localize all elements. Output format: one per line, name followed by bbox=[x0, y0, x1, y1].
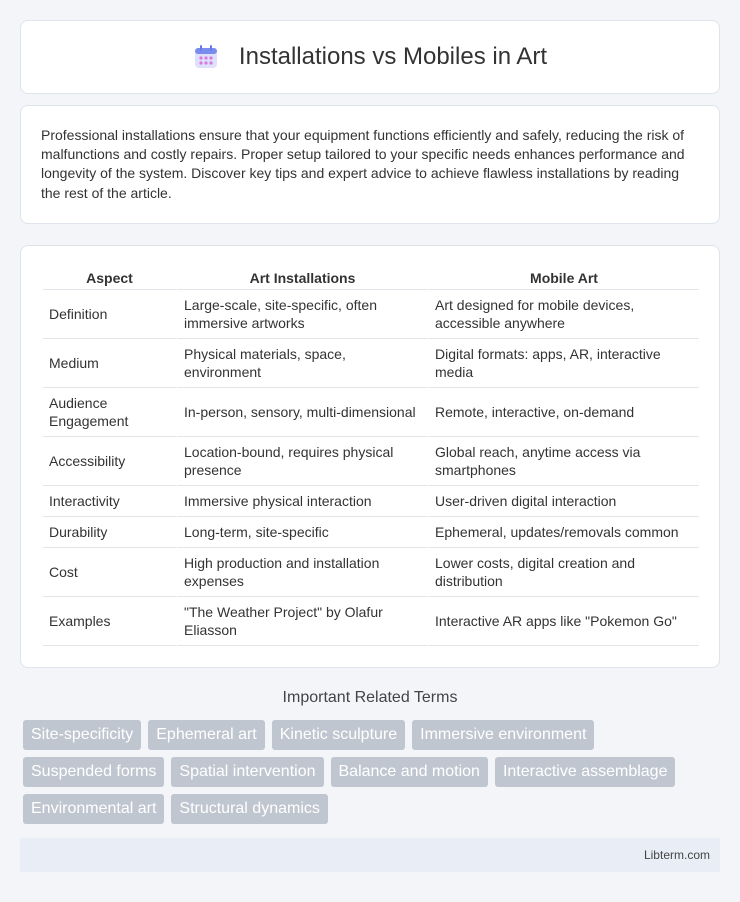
column-header: Aspect bbox=[43, 266, 176, 290]
related-terms-title: Important Related Terms bbox=[282, 689, 458, 706]
column-header: Art Installations bbox=[176, 266, 427, 290]
table-cell: Durability bbox=[43, 517, 176, 548]
table-cell: Audience Engagement bbox=[43, 388, 176, 437]
footer bbox=[20, 838, 720, 872]
table-cell: High production and installation expenses bbox=[176, 548, 427, 597]
header-card bbox=[20, 20, 720, 94]
comparison-table bbox=[43, 266, 699, 646]
table-header-row bbox=[43, 266, 699, 290]
table-cell: Cost bbox=[43, 548, 176, 597]
term-tag[interactable]: Interactive assemblage bbox=[495, 757, 676, 787]
term-tag[interactable]: Site-specificity bbox=[23, 720, 141, 750]
intro-text: Professional installations ensure that your equipment functions efficiently and safely, reducing the risk of malfunctions and costly repairs. Proper setup tailored to your specific needs enhances performance and longevity of the system. Discover key tips and expert advice to achieve flawless installations by reading the rest of the article. bbox=[41, 127, 685, 201]
related-terms-list bbox=[23, 720, 713, 831]
term-tag[interactable]: Ephemeral art bbox=[148, 720, 265, 750]
column-header: Mobile Art bbox=[427, 266, 699, 290]
term-tag[interactable]: Spatial intervention bbox=[171, 757, 323, 787]
table-row bbox=[43, 597, 699, 646]
table-row bbox=[43, 548, 699, 597]
table-cell: Long-term, site-specific bbox=[176, 517, 427, 548]
table-cell: Accessibility bbox=[43, 437, 176, 486]
table-cell: Physical materials, space, environment bbox=[176, 339, 427, 388]
table-cell: Immersive physical interaction bbox=[176, 486, 427, 517]
term-tag[interactable]: Suspended forms bbox=[23, 757, 164, 787]
table-cell: Art designed for mobile devices, accessible anywhere bbox=[427, 290, 699, 339]
table-row bbox=[43, 388, 699, 437]
table-cell: Digital formats: apps, AR, interactive media bbox=[427, 339, 699, 388]
table-row bbox=[43, 437, 699, 486]
page-title: Installations vs Mobiles in Art bbox=[238, 43, 548, 70]
table-cell: Medium bbox=[43, 339, 176, 388]
table-row bbox=[43, 517, 699, 548]
term-tag[interactable]: Immersive environment bbox=[412, 720, 594, 750]
term-tag[interactable]: Kinetic sculpture bbox=[272, 720, 405, 750]
intro-card bbox=[20, 105, 720, 224]
table-cell: Examples bbox=[43, 597, 176, 646]
table-row bbox=[43, 290, 699, 339]
table-row bbox=[43, 486, 699, 517]
table-cell: Remote, interactive, on-demand bbox=[427, 388, 699, 437]
table-cell: User-driven digital interaction bbox=[427, 486, 699, 517]
term-tag[interactable]: Structural dynamics bbox=[171, 794, 328, 824]
table-cell: Definition bbox=[43, 290, 176, 339]
table-cell: Interactivity bbox=[43, 486, 176, 517]
table-cell: Ephemeral, updates/removals common bbox=[427, 517, 699, 548]
footer-link[interactable]: Libterm.com bbox=[643, 848, 710, 862]
table-cell: Interactive AR apps like "Pokemon Go" bbox=[427, 597, 699, 646]
term-tag[interactable]: Environmental art bbox=[23, 794, 164, 824]
table-row bbox=[43, 339, 699, 388]
table-cell: Lower costs, digital creation and distribution bbox=[427, 548, 699, 597]
table-cell: Large-scale, site-specific, often immersive artworks bbox=[176, 290, 427, 339]
table-cell: In-person, sensory, multi-dimensional bbox=[176, 388, 427, 437]
table-cell: Global reach, anytime access via smartphones bbox=[427, 437, 699, 486]
calendar-icon bbox=[193, 44, 219, 70]
table-cell: "The Weather Project" by Olafur Eliasson bbox=[176, 597, 427, 646]
comparison-table-card bbox=[20, 245, 720, 668]
term-tag[interactable]: Balance and motion bbox=[331, 757, 488, 787]
table-cell: Location-bound, requires physical presence bbox=[176, 437, 427, 486]
